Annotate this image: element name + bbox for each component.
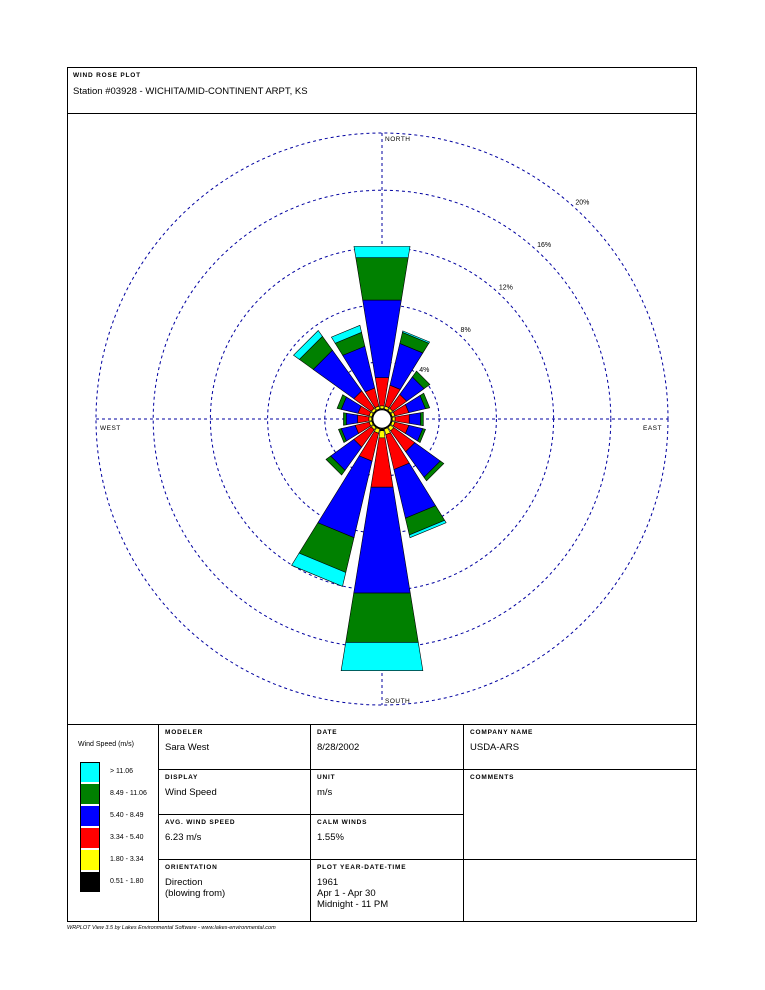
direction-label-west: WEST	[100, 425, 121, 432]
legend-swatch	[80, 828, 100, 848]
modeler-value: Sara West	[165, 742, 210, 753]
petal-N-bin-4	[356, 258, 408, 300]
petal-E-bin-4	[421, 412, 424, 425]
legend-label: 0.51 - 1.80	[110, 878, 144, 885]
calm-cell	[311, 814, 463, 859]
legend-swatch	[80, 806, 100, 826]
calm-value: 1.55%	[317, 832, 344, 843]
date-value: 8/28/2002	[317, 742, 360, 753]
date-label: DATE	[317, 729, 338, 736]
company-label: COMPANY NAME	[470, 729, 534, 736]
legend-panel	[68, 724, 158, 921]
display-label: DISPLAY	[165, 774, 199, 781]
wind-rose-chart	[68, 114, 696, 724]
legend-title: Wind Speed (m/s)	[78, 741, 135, 748]
company-value: USDA-ARS	[470, 742, 520, 753]
ring-label-20: 20%	[575, 199, 590, 207]
legend-label: 5.40 - 8.49	[110, 812, 144, 819]
avg-speed-label: AVG. WIND SPEED	[165, 819, 236, 826]
unit-label: UNIT	[317, 774, 336, 781]
ring-label-4: 4%	[419, 366, 430, 374]
modeler-cell	[159, 724, 310, 769]
petal-W-bin-1	[369, 417, 372, 421]
legend-label: 1.80 - 3.34	[110, 856, 144, 863]
plot-frame	[67, 67, 697, 922]
petal-S-bin-5	[341, 642, 423, 670]
orientation-value: Direction (blowing from)	[165, 877, 226, 899]
petal-S-bin-0	[380, 428, 384, 431]
petal-E-bin-3	[409, 413, 420, 426]
petal-N-bin-1	[380, 406, 384, 409]
software-credit: WRPLOT View 3.5 by Lakes Environmental Software - www.lakes-environmental.com	[67, 925, 276, 931]
calm-label: CALM WINDS	[317, 819, 368, 826]
legend-swatch	[80, 784, 100, 804]
calm-circle	[373, 410, 391, 428]
display-cell	[159, 769, 310, 814]
display-value: Wind Speed	[165, 787, 217, 798]
petal-E-bin-1	[392, 417, 395, 421]
orientation-cell	[159, 859, 310, 921]
avg-speed-cell	[159, 814, 310, 859]
plot-type-label: WIND ROSE PLOT	[73, 72, 141, 79]
unit-cell	[311, 769, 463, 814]
unit-value: m/s	[317, 787, 333, 798]
direction-label-east: EAST	[643, 425, 662, 432]
legend-swatch	[80, 872, 100, 892]
petal-W-bin-4	[343, 413, 346, 426]
petal-E-bin-2	[395, 415, 409, 424]
direction-label-south: SOUTH	[385, 698, 411, 705]
orientation-label: ORIENTATION	[165, 864, 218, 871]
station-title: Station #03928 - WICHITA/MID-CONTINENT ARPT, KS	[73, 86, 308, 97]
legend-label: > 11.06	[110, 768, 134, 775]
comments-label: COMMENTS	[470, 774, 515, 781]
comments-cell	[464, 769, 696, 859]
period-value: 1961 Apr 1 - Apr 30 Midnight - 11 PM	[317, 877, 389, 910]
ring-label-12: 12%	[498, 284, 513, 292]
petal-W-bin-3	[346, 413, 357, 425]
company-cell	[464, 724, 696, 769]
legend-label: 3.34 - 5.40	[110, 834, 144, 841]
avg-speed-value: 6.23 m/s	[165, 832, 202, 843]
ring-label-8: 8%	[460, 326, 471, 334]
period-cell	[311, 859, 463, 921]
ring-label-16: 16%	[537, 241, 552, 249]
modeler-label: MODELER	[165, 729, 204, 736]
petal-N-bin-5	[354, 246, 410, 257]
date-cell	[311, 724, 463, 769]
legend-swatch	[80, 850, 100, 870]
petal-S-bin-4	[346, 593, 419, 642]
petal-S-bin-1	[379, 431, 385, 438]
period-label: PLOT YEAR-DATE-TIME	[317, 864, 407, 871]
legend-label: 8.49 - 11.06	[110, 790, 147, 797]
direction-label-north: NORTH	[385, 136, 411, 143]
petal-W-bin-2	[358, 415, 369, 423]
legend-swatch	[80, 762, 100, 782]
plot-header	[68, 68, 696, 114]
